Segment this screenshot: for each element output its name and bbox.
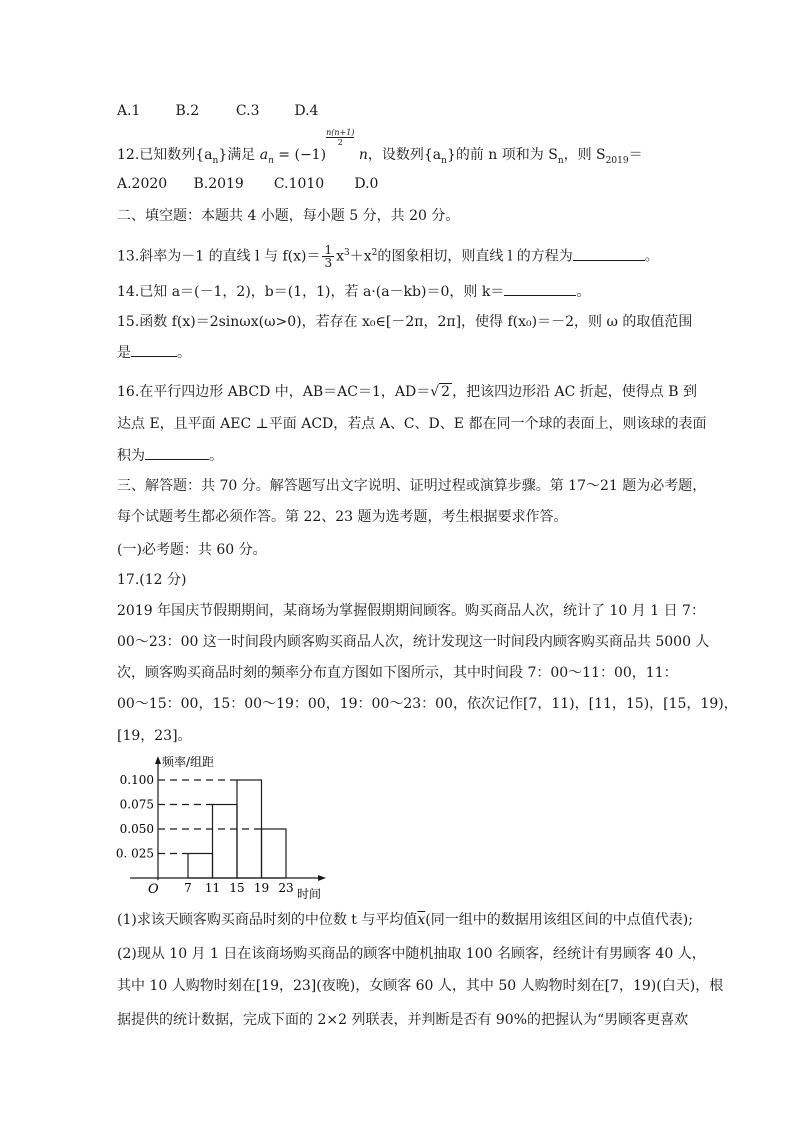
origin-label: O [148, 882, 159, 897]
q11-option-a: A.1 [117, 103, 141, 119]
q15-text: 是 [117, 345, 131, 361]
q12-text: ＝ [628, 147, 643, 163]
x-tick-label: 23 [278, 881, 294, 895]
q12-options [117, 174, 378, 194]
q12-exponent [326, 128, 354, 147]
q16-line3 [117, 445, 223, 466]
q17-paragraph-line4: 00～15：00，15：00～19：00，19：00～23：00，依次记作[7，11)，[11，15)，[15，19)， [117, 696, 738, 712]
q12-sub: n [212, 155, 219, 166]
q12-formula-n: n [354, 147, 368, 163]
q12-text: }满足 [218, 147, 256, 163]
q15-line2 [117, 342, 191, 363]
q13-question [117, 243, 659, 269]
q12-option-d: D.0 [354, 176, 379, 192]
q12-option-c: C.1010 [273, 176, 325, 192]
q16-line2: 达点 E，且平面 AEC ⊥平面 ACD，若点 A、C、D、E 都在同一个球的表面上，则该球的表面 [117, 416, 707, 432]
y-tick-label: 0.075 [119, 797, 154, 812]
q12-formula-a: a [259, 147, 269, 163]
q12-text: 12.已知数列{a [117, 147, 213, 163]
section-solve-heading-line1: 三、解答题：共 70 分。解答题写出文字说明、证明过程或演算步骤。第 17～21 题为必考题， [117, 478, 707, 494]
q15-line1: 15.函数 f(x)＝2sinωx(ω>0)，若存在 x₀∈[－2π，2π]，使得 f(x₀)＝－2，则 ω 的取值范围 [117, 314, 693, 330]
q12-exponent-den: 2 [337, 138, 343, 147]
q12-formula-sub: n [268, 155, 274, 166]
x-axis-arrow [318, 875, 326, 881]
q17-part2-line3: 据提供的统计数据，完成下面的 2×2 列联表，并判断是否有 90%的把握认为“男顾客更喜欢 [117, 1012, 689, 1028]
q11-option-c: C.3 [235, 103, 260, 119]
q16-text: 16.在平行四边形 ABCD 中，AB＝AC＝1，AD＝ [117, 384, 431, 400]
histogram-bar [188, 854, 213, 879]
q13-sup: 3 [344, 248, 350, 258]
q13-text: 。 [644, 248, 659, 265]
q12-exponent-num: n(n+1) [326, 128, 355, 137]
x-tick-label: 11 [204, 881, 221, 895]
q17-paragraph-line3: 次，顾客购买商品时刻的频率分布直方图如下图所示，其中时间段 7：00～11：00，11： [117, 665, 678, 681]
q17-part2-line1: (2)现从 10 月 1 日在该商场购买商品的顾客中随机抽取 100 名顾客，经统计有男顾客 40 人， [117, 946, 706, 962]
q12-sub: n [441, 155, 447, 166]
q14-answer-blank[interactable] [504, 281, 576, 296]
q12-text: ，设数列{a [367, 147, 442, 163]
q13-sup: 2 [371, 248, 378, 258]
y-tick-label: 0.050 [119, 822, 154, 836]
x-axis-label: 时间 [297, 887, 322, 901]
q12-option-b: B.2019 [193, 176, 244, 192]
q13-text: ＋x [349, 248, 372, 265]
q16-sqrt: √ 2 [430, 384, 451, 400]
q14-text: 14.已知 a＝(－1，2)，b＝(1，1)，若 a·(a－kb)＝0，则 k＝ [117, 284, 505, 300]
histogram-bar [213, 805, 238, 879]
q13-fraction [322, 244, 334, 269]
y-tick-label: 0. 025 [115, 846, 154, 861]
q15-answer-blank[interactable] [131, 342, 177, 357]
histogram-bar [262, 829, 287, 878]
q17-part1-text: (同一组中的数据用该组区间的中点值代表); [425, 912, 693, 928]
q17-paragraph-line1: 2019 年国庆节假期期间，某商场为掌握假期期间顾客。购买商品人次，统计了 10 月 1 日 7： [117, 603, 705, 619]
q11-option-b: B.2 [175, 103, 200, 119]
q14-question [117, 281, 590, 302]
q16-sqrt-radicand: 2 [441, 384, 451, 400]
q12-sub: n [557, 155, 564, 166]
q17-part1-text: (1)求该天顾客购买商品时刻的中位数 t 与平均值 [117, 912, 418, 928]
q11-options [117, 101, 318, 121]
q13-text: x [336, 248, 344, 265]
q17-paragraph-line5: [19，23]。 [117, 728, 192, 744]
q16-answer-blank[interactable] [145, 445, 209, 460]
q17-part1-xbar: $\overline{x}$ [417, 912, 426, 928]
y-tick-label: 0.100 [119, 773, 154, 787]
q12-formula-eq: = (−1) [273, 147, 327, 163]
q13-answer-blank[interactable] [573, 246, 645, 261]
x-tick-label: 19 [253, 881, 270, 895]
q12-text: ，则 S [563, 147, 606, 163]
q16-text: 。 [209, 448, 223, 464]
q14-text: 。 [576, 284, 591, 300]
q13-frac-den: 3 [324, 256, 333, 271]
q16-text: ，把该四边形沿 AC 折起，使得点 B 到 [452, 384, 697, 400]
q12-option-a: A.2020 [117, 176, 168, 192]
y-axis-label: 频率/组距 [162, 755, 215, 769]
q11-option-d: D.4 [294, 103, 319, 119]
q17-part2-line2: 其中 10 人购物时刻在[19，23](夜晚)，女顾客 60 人，其中 50 人购物时刻在[7，19)(白天)，根 [117, 978, 724, 994]
q15-text: 。 [177, 345, 191, 361]
q17-part1 [117, 910, 693, 930]
q16-line1 [117, 382, 697, 402]
q17-paragraph-line2: 00～23：00 这一时间段内顾客购买商品人次，统计发现这一时间段内顾客购买商品共 5000 人 [117, 634, 710, 650]
q12-sub-2019: 2019 [605, 155, 629, 166]
q12-text: }的前 n 项和为 S [446, 147, 558, 163]
frequency-histogram [115, 752, 340, 901]
y-axis-arrow [155, 756, 161, 764]
x-tick-label: 15 [229, 881, 245, 895]
q16-text: 积为 [117, 448, 145, 464]
q17-heading: 17.(12 分) [117, 572, 187, 588]
required-heading: (一)必考题：共 60 分。 [117, 542, 267, 558]
q12-question [117, 128, 643, 171]
q13-text: 的图象相切，则直线 l 的方程为 [377, 248, 573, 265]
q13-frac-num: 1 [324, 243, 333, 258]
section-solve-heading-line2: 每个试题考生都必须作答。第 22、23 题为选考题，考生根据要求作答。 [117, 509, 568, 525]
x-tick-label: 7 [184, 881, 192, 895]
section-fill-blank-heading: 二、填空题：本题共 4 小题，每小题 5 分，共 20 分。 [117, 208, 460, 224]
q13-text: 13.斜率为－1 的直线 l 与 f(x)＝ [117, 248, 321, 265]
